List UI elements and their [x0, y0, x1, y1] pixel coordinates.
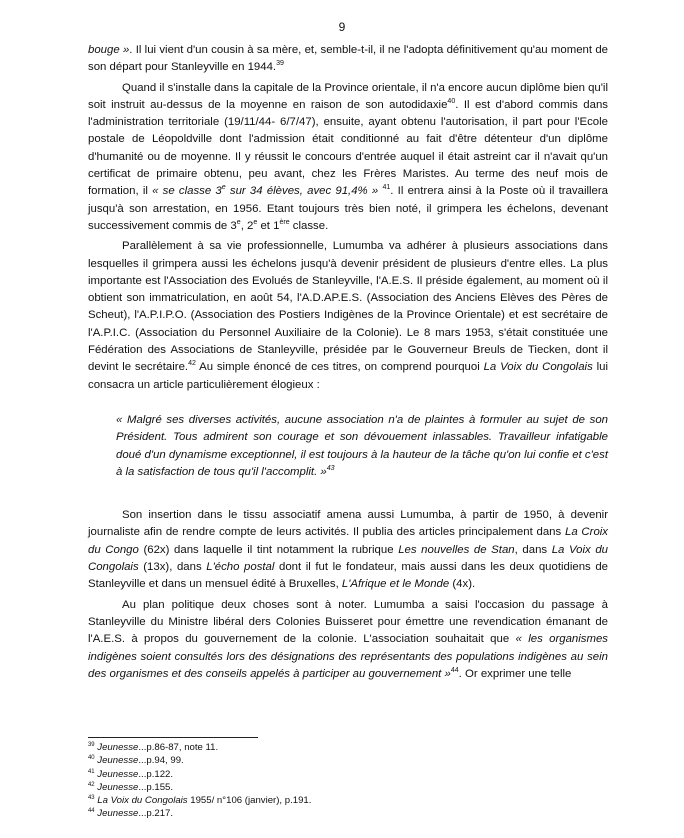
superscript-text: 39 [276, 60, 284, 68]
italic-text: La Voix du Congolais [483, 361, 593, 374]
text-run: . Or exprimer une telle [458, 667, 572, 680]
italic-text: sur 34 élèves, avec 91,4% » [225, 185, 379, 198]
body-paragraph [88, 80, 608, 236]
page-number: 9 [338, 20, 346, 34]
text-run: , 2 [240, 219, 254, 232]
text-run: . Il entrera ainsi à la Poste où il travaillera jusqu'à son arrestation, en 1956. Etant toujours très bien noté, il grimpera les échelons, devenant successivement commis de 3 [88, 185, 609, 232]
footnote-separator [88, 737, 258, 738]
text-run: Quand il s'installe dans la capitale de la Province orientale, il n'a encore aucun diplôme bien qu'il soit instruit au-dessus de la moyenne en raison de son autodidaxie [88, 81, 608, 111]
italic-text: Jeunesse [97, 755, 139, 767]
footnote-number: 39 [88, 741, 95, 748]
footnote-number: 42 [88, 781, 95, 788]
superscript-text: 44 [450, 667, 459, 674]
italic-text: « Malgré ses diverses activités, aucune association n'a de plaintes à formuler au sujet de son Président. Tous admirent son courage et son dévouement inlassables. Travailleur infatigable doué d'un dynamisme exceptionnel, il est toujours à la hauteur de la tâche qu'on lui confie et c'est à la satisfaction de tous qu'il l'accomplit. » [116, 413, 608, 478]
footnote [88, 794, 608, 807]
body-text [88, 42, 608, 686]
footnotes [88, 741, 608, 821]
text-run: ...p.86-87, note 11. [138, 742, 219, 753]
superscript-text: 42 [188, 360, 196, 368]
italic-text: « se classe 3 [152, 185, 222, 198]
text-run: (62x) dans laquelle il tint notamment la rubrique [138, 543, 399, 556]
text-run: ...p.122. [138, 768, 174, 780]
text-run: Parallèlement à sa vie professionnelle, Lumumba va adhérer à plusieurs associations dans lesquelles il grimpera aussi les échelons jusqu'à devenir président de plusieurs d'entre elles. La plus importante est l'Association des Evolués de Stanleyville, l'A.E.S. Il préside également, au moment où il obtient son immatriculation, en août 54, l'A.D.AP.E.S. (Association des Anciens Elèves des Pères de Scheut), l'A.P.I.P.O. (Association des Postiers Indigènes de la Province Orientale) et est secrétaire de l'A.P.I.C. (Association du Personnel Auxiliaire de la Colonie). Le 8 mars 1953, s'était constituée une Fédération des Associations de Stanleyville, présidée par le Gouverneur Breuls de Tiecken, dont il devint le secrétaire. [88, 240, 608, 374]
text-run: Son insertion dans le tissu associatif amena aussi Lumumba, à partir de 1950, à devenir journaliste afin de rendre compte de leurs activités. Il publia des articles principalement dans [88, 509, 608, 539]
footnote [88, 807, 608, 820]
italic-text: Jeunesse [97, 742, 139, 753]
text-run: Au simple énoncé de ces titres, on comprend pourquoi [195, 361, 484, 374]
footnote-number: 43 [88, 795, 95, 801]
block-quote [116, 412, 608, 481]
footnote-number: 44 [88, 808, 95, 815]
italic-text: La Croix du Congo [88, 526, 609, 556]
superscript-text: 40 [447, 98, 456, 106]
text-run: ...p.155. [138, 781, 174, 793]
superscript-text: e [221, 184, 226, 192]
superscript-text: 43 [326, 465, 335, 473]
text-run: (13x), dans [138, 561, 207, 574]
italic-text: L'Afrique et le Monde [341, 578, 450, 591]
superscript-text: ère [279, 219, 290, 227]
text-run: et 1 [257, 219, 280, 232]
text-run: . Il est d'abord commis dans l'administration territoriale (19/11/44- 6/7/47), ensuite, ayant obtenu l'autorisation, il part pour l'Ecole postale de Léopoldville dont l'admission était conditionné au fait d'être détenteur d'un diplôme d'humanité ou de moyenne. Il y réussit le concours d'entrée auquel il était astreint car il n'avait qu'un certificat de primaire obtenu, peu avant, chez les Frères Maristes. Au terme des neuf mois de formation, il [88, 98, 608, 198]
italic-text: L'écho postal [206, 561, 275, 574]
italic-text: Jeunesse [97, 808, 139, 820]
text-run: Au plan politique deux choses sont à noter. Lumumba a saisi l'occasion du passage à Stanleyville du Ministre libéral ders Colonies Buisseret pour émettre une revendication émanant de l'A.E.S. à propos du gouvernement de la colonie. L'association souhaitait que [88, 598, 608, 646]
text-run: 1955/ n°106 (janvier), p.191. [187, 795, 312, 807]
body-paragraph [88, 42, 608, 77]
superscript-text: e [236, 219, 241, 227]
footnote-number: 41 [88, 768, 95, 775]
text-run: (4x). [449, 578, 476, 591]
footnote [88, 754, 608, 767]
text-run: lui consacra un article particulièrement élogieux : [88, 361, 608, 391]
superscript-text: e [253, 219, 258, 227]
text-run: dont il fut le fondateur, mais aussi dans les deux quotidiens de Stanleyville et dans un mensuel édité à Bruxelles, [88, 561, 608, 591]
body-paragraph [88, 238, 608, 394]
italic-text: La Voix du Congolais [88, 543, 609, 574]
text-run: ...p.217. [138, 808, 174, 820]
footnote-number: 40 [88, 755, 95, 762]
footnote [88, 781, 608, 794]
text-run: ...p.94, 99. [138, 755, 184, 767]
body-paragraph [88, 507, 608, 593]
footnote [88, 741, 608, 754]
text-run: , dans [514, 543, 552, 556]
text-run: classe. [289, 219, 329, 232]
italic-text: Les nouvelles de Stan [398, 543, 515, 556]
footnote [88, 768, 608, 781]
italic-text: Jeunesse [97, 781, 139, 793]
body-paragraph [88, 597, 608, 683]
text-run: . Il lui vient d'un cousin à sa mère, et, semble-t-il, il ne l'adopta définitivement qu'au moment de son départ pour Stanleyville en 1944. [88, 44, 608, 74]
italic-text: « les organismes indigènes soient consultés lors des désignations des représentants des populations indigènes au sein des organismes et des conseils appelés à participer au gouvernement » [88, 633, 608, 680]
italic-text: Jeunesse [97, 768, 139, 780]
italic-text: bouge » [88, 44, 130, 56]
superscript-text: 41 [382, 184, 391, 192]
italic-text: La Voix du Congolais [97, 795, 188, 807]
